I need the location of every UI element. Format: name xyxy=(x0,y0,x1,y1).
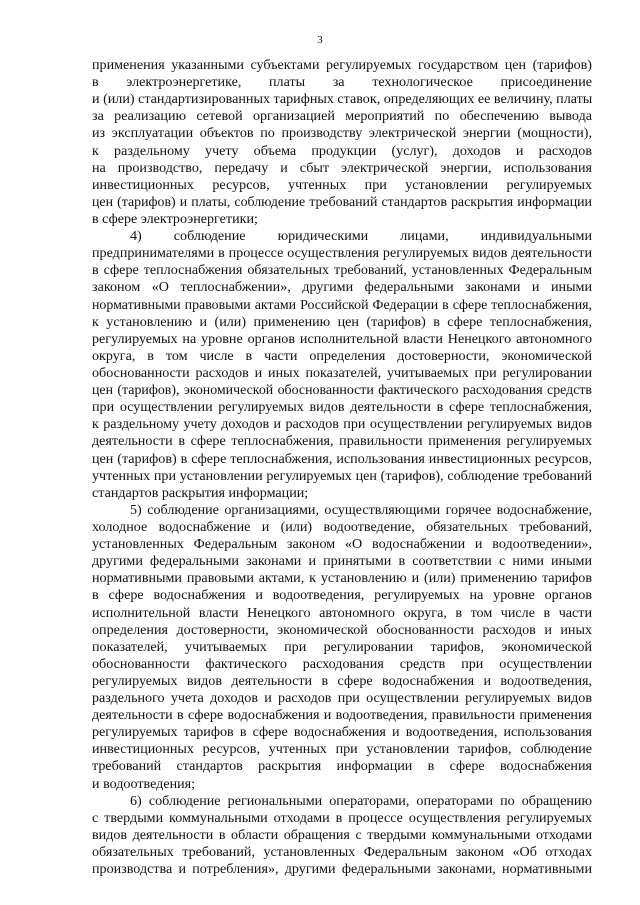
text-line: в электроэнергетике, платы за технологическое присоединение xyxy=(92,74,592,91)
text-line: цен (тарифов) и платы, соблюдение требований стандартов раскрытия информации xyxy=(92,194,592,210)
text-line: нормативными правовыми актами Российской Федерации в сфере теплоснабжения, xyxy=(92,297,592,313)
text-line: показателей, учитываемых при регулировании тарифов, экономической xyxy=(92,638,592,655)
text-line: в сфере теплоснабжения обязательных требований, установленных Федеральным xyxy=(92,262,592,279)
paragraph-first-line: 4) соблюдение юридическими лицами, индивидуальными xyxy=(130,228,592,245)
text-line: производства и потребления», другими федеральными законами, нормативными xyxy=(92,861,592,878)
text-line: к раздельному учету объема продукции (услуг), доходов и расходов xyxy=(92,142,592,159)
text-line: законом «О теплоснабжении», другими федеральными законами и иными xyxy=(92,279,592,296)
paragraph-first-line: 6) соблюдение региональными операторами, операторами по обращению xyxy=(130,792,592,809)
text-line: цен (тарифов), экономической обоснованности фактического расходования средств xyxy=(92,383,592,399)
text-line: обоснованности фактического расходования средств при осуществлении xyxy=(92,655,592,672)
text-line: регулируемых на уровне органов исполнительной власти Ненецкого автономного xyxy=(92,330,592,347)
text-line: и водоотведения; xyxy=(92,775,196,792)
text-line: обязательных требований, установленных Федеральным законом «Об отходах xyxy=(92,844,592,861)
text-line: на производство, передачу и сбыт электрической энергии, использования xyxy=(92,159,592,176)
text-line: округа, в том числе в части определения достоверности, экономической xyxy=(92,347,592,364)
page-number: 3 xyxy=(317,34,323,46)
text-line: из эксплуатации объектов по производству электрической энергии (мощности), xyxy=(92,125,592,142)
text-line: деятельности в сфере водоснабжения и водоотведения, правильности применения xyxy=(92,707,592,724)
text-line: предпринимателями в процессе осуществления регулируемых видов деятельности xyxy=(92,245,592,262)
text-line: к раздельному учету доходов и расходов при осуществлении регулируемых видов xyxy=(92,416,592,433)
text-line: видов деятельности в области обращения с твердыми коммунальными отходами xyxy=(92,826,592,843)
text-line: стандартов раскрытия информации; xyxy=(92,484,309,501)
text-line: к установлению и (или) применению цен (тарифов) в сфере теплоснабжения, xyxy=(92,313,592,330)
text-line: учтенных при установлении регулируемых цен (тарифов), соблюдение требований xyxy=(92,467,592,484)
text-line: другими федеральными законами и принятыми в соответствии с ними иными xyxy=(92,553,592,570)
text-line: инвестиционных ресурсов, учтенных при установлении регулируемых xyxy=(92,176,592,193)
text-line: инвестиционных ресурсов, учтенных при установлении тарифов, соблюдение xyxy=(92,741,592,758)
text-line: регулируемых видов деятельности в сфере водоснабжения и водоотведения, xyxy=(92,672,592,689)
document-body xyxy=(92,57,592,878)
text-line: раздельного учета доходов и расходов при осуществлении регулируемых видов xyxy=(92,690,592,707)
text-line: требований стандартов раскрытия информации в сфере водоснабжения xyxy=(92,758,592,775)
text-line: деятельности в сфере теплоснабжения, правильности применения регулируемых xyxy=(92,433,592,450)
text-line: установленных Федеральным законом «О водоснабжении и водоотведении», xyxy=(92,536,592,553)
text-line: в сфере электроэнергетики; xyxy=(92,210,258,227)
text-line: с твердыми коммунальными отходами в процессе осуществления регулируемых xyxy=(92,809,592,826)
text-line: холодное водоснабжение и (или) водоотведение, обязательных требований, xyxy=(92,518,592,535)
text-line: нормативными правовыми актами, к установлению и (или) применению тарифов xyxy=(92,570,592,587)
text-line: за реализацию сетевой организацией мероприятий по обеспечению вывода xyxy=(92,108,592,125)
text-line: в сфере водоснабжения и водоотведения, регулируемых на уровне органов xyxy=(92,587,592,604)
text-line: обоснованности расходов и иных показателей, учитываемых при регулировании xyxy=(92,364,592,381)
paragraph-first-line: 5) соблюдение организациями, осуществляющими горячее водоснабжение, xyxy=(130,501,592,518)
text-line: применения указанными субъектами регулируемых государством цен (тарифов) xyxy=(92,57,592,73)
text-line: определения достоверности, экономической обоснованности расходов и иных xyxy=(92,621,592,638)
text-line: исполнительной власти Ненецкого автономного округа, в том числе в части xyxy=(92,604,592,621)
text-line: регулируемых тарифов в сфере водоснабжения и водоотведения, использования xyxy=(92,724,592,741)
text-line: при осуществлении регулируемых видов деятельности в сфере теплоснабжения, xyxy=(92,399,592,416)
text-line: цен (тарифов) в сфере теплоснабжения, использования инвестиционных ресурсов, xyxy=(92,450,592,467)
text-line: и (или) стандартизированных тарифных ставок, определяющих ее величину, платы xyxy=(92,91,592,108)
